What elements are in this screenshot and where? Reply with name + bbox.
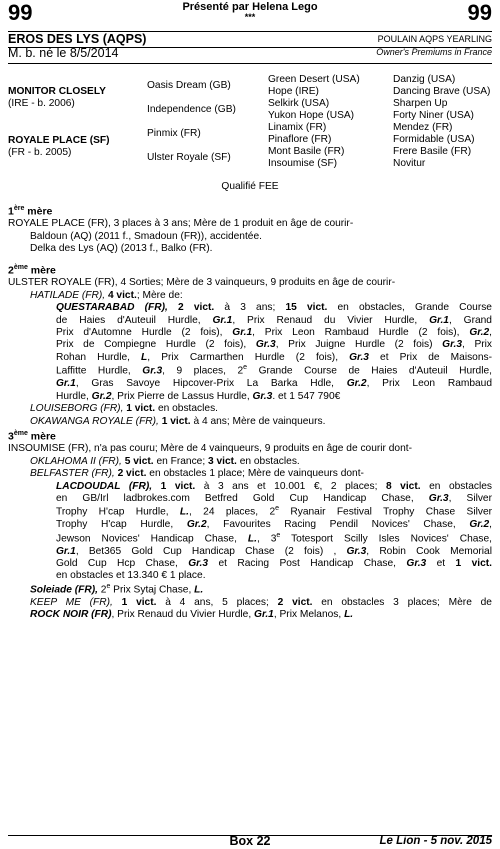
pedigree-gen4: Mendez (FR) <box>393 122 453 133</box>
box-number: Box 22 <box>229 834 271 848</box>
pedigree-gen4: Formidable (USA) <box>393 134 475 145</box>
produce-hatilade: HATILADE (FR), 4 vict.; Mère de: <box>30 289 183 301</box>
presenter-name: Présenté par Helena Lego <box>182 1 318 13</box>
dam-name: ROYALE PLACE (SF) <box>8 135 110 146</box>
pedigree-gen3: Selkirk (USA) <box>268 98 330 109</box>
pedigree-gen3: Mont Basile (FR) <box>268 146 345 157</box>
pedigree-gen4: Dancing Brave (USA) <box>393 86 491 97</box>
produce-keep-me: KEEP ME (FR), 1 vict. à 4 ans, 5 places; 2 vict. en obstacles 3 places; Mère de ROCK NOIR (FR), Prix Renaud du Vivier Hurdle, Gr.1, Prix Melanos, L. <box>30 596 492 621</box>
category-label: POULAIN AQPS YEARLING <box>377 34 492 44</box>
pedigree-gen2: Ulster Royale (SF) <box>147 152 231 163</box>
horse-name: EROS DES LYS (AQPS) <box>8 32 147 46</box>
pedigree-gen3: Insoumise (SF) <box>268 158 338 169</box>
pedigree-gen4: Sharpen Up <box>393 98 448 109</box>
produce-soleiade: Soleiade (FR), 2e Prix Sytaj Chase, L. <box>30 582 204 596</box>
pedigree-gen3: Hope (IRE) <box>268 86 319 97</box>
pedigree-gen4: Frere Basile (FR) <box>393 146 472 157</box>
produce-belfaster: BELFASTER (FR), 2 vict. en obstacles 1 place; Mère de vainqueurs dont- <box>30 468 364 480</box>
second-dam-section <box>8 264 492 428</box>
third-dam-section <box>8 430 492 622</box>
produce-questarabad: QUESTARABAD (FR), 2 vict. à 3 ans; 15 vict. en obstacles, Grande Course de Haies d'Auteuil Hurdle, Gr.1, Prix Renaud du Vivier Hurdle, Gr.1, Grand Prix d'Automne Hurdle (2 fois), Gr.1, Prix Leon Rambaud Hurdle (2 fois), Gr.2, Prix de Compiegne Hurdle (2 fois), Gr.3, Prix Juigne Hurdle (2 fois) Gr.3, Prix Rohan Hurdle, L, Prix Carmarthen Hurdle (2 fois), Gr.3 et Prix de Maisons- Laffitte Hurdle, Gr.3, 9 places, 2e Grande Course de Haies d'Auteuil Hurdle, Gr.1, Gras Savoye Hipcover-Prix La Barka Hdle, Gr.2, Prix Leon Rambaud Hurdle, Gr.2, Prix Pierre de Lassus Hurdle, Gr.3. et 1 547 790€ <box>56 302 493 402</box>
pedigree-gen2: Pinmix (FR) <box>147 128 201 139</box>
first-dam-produce: Delka des Lys (AQ) (2013 f., Balko (FR). <box>30 243 213 255</box>
produce-louiseborg: LOUISEBORG (FR), 1 vict. en obstacles. <box>30 403 219 415</box>
header-bottom-rule <box>8 63 492 64</box>
dam-info: (FR - b. 2005) <box>8 147 72 158</box>
horse-details: M. b. né le 8/5/2014 <box>8 46 119 60</box>
lot-number-right: 99 <box>467 0 492 25</box>
lot-number-left: 99 <box>8 0 33 25</box>
produce-oklahoma: OKLAHOMA II (FR), 5 vict. en France; 3 vict. en obstacles. <box>30 455 300 467</box>
sire-info: (IRE - b. 2006) <box>8 98 75 109</box>
qualifie-label: Qualifié FEE <box>221 181 279 192</box>
produce-okawanga: OKAWANGA ROYALE (FR), 1 vict. à 4 ans; Mère de vainqueurs. <box>30 415 326 427</box>
pedigree-gen4: Forty Niner (USA) <box>393 110 474 121</box>
pedigree-gen3: Yukon Hope (USA) <box>268 110 355 121</box>
third-dam-line: INSOUMISE (FR), n'a pas couru; Mère de 4 vainqueurs, 9 produits en âge de courir dont- <box>8 443 412 455</box>
pedigree-gen2: Independence (GB) <box>147 104 236 115</box>
pedigree-gen3: Pinaflore (FR) <box>268 134 332 145</box>
event-label: Le Lion - 5 nov. 2015 <box>379 835 492 847</box>
presenter-block <box>0 1 500 21</box>
section-title: 2ème mère <box>8 264 56 277</box>
sire-name: MONITOR CLOSELY <box>8 86 106 97</box>
produce-lacdoudal: LACDOUDAL (FR), 1 vict. à 3 ans et 10.001 €, 2 places; 8 vict. en obstacles en GB/Irl ladbrokes.com Betfred Gold Cup Handicap Chase, Gr.3, Silver Trophy H'cap Hurdle, L., 24 places, 2e Ryanair Festival Trophy Chase Silver Trophy H'cap Hurdle, Gr.2, Favourites Racing Pendil Novices' Chase, Gr.2, Jewson Novices' Handicap Chase, L., 3e Totesport Scilly Isles Novices' Chase, Gr.1, Bet365 Gold Cup Handicap Chase (2 fois) , Gr.3, Robin Cook Memorial Gold Cup Hcp Chase, Gr.3 et Racing Post Handicap Chase, Gr.3 et 1 vict. en obstacles et 13.340 € 1 place. <box>56 480 493 582</box>
pedigree-gen2: Oasis Dream (GB) <box>147 80 231 91</box>
stars: *** <box>244 12 256 23</box>
first-dam-line: ROYALE PLACE (FR), 3 places à 3 ans; Mère de 1 produit en âge de courir- <box>8 218 354 230</box>
section-title: 1ère mère <box>8 205 53 218</box>
premium-label: Owner's Premiums in France <box>376 47 492 57</box>
section-title: 3ème mère <box>8 430 56 443</box>
second-dam-line: ULSTER ROYALE (FR), 4 Sorties; Mère de 3 vainqueurs, 9 produits en âge de courir- <box>8 277 396 289</box>
first-dam-produce: Baldoun (AQ) (2011 f., Smadoun (FR)), accidentée. <box>30 230 262 242</box>
pedigree-gen4: Danzig (USA) <box>393 74 456 85</box>
pedigree-gen3: Linamix (FR) <box>268 122 327 133</box>
pedigree-gen3: Green Desert (USA) <box>268 74 360 85</box>
pedigree-gen4: Novitur <box>393 158 426 169</box>
first-dam-section <box>8 205 492 256</box>
